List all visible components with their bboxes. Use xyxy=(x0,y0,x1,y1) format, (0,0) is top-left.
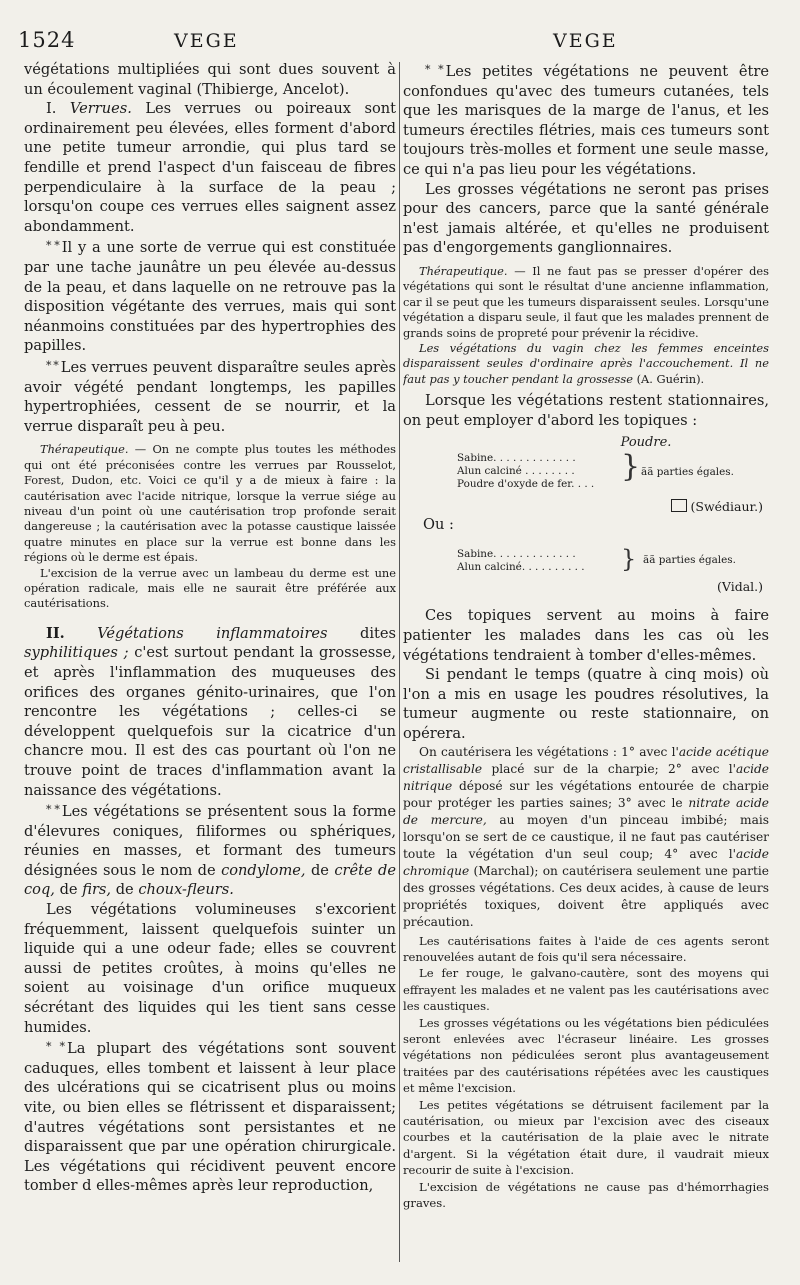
asterism-icon: * * xyxy=(46,358,58,372)
paragraph-poudres: Si pendant le temps (quatre à cinq mois) où l'on a mis en usage les poudres résolutives, la tumeur augmente ou reste stationnaire, on opérera. xyxy=(403,666,769,742)
left-column xyxy=(24,60,396,1196)
paragraph-text: de xyxy=(115,881,134,899)
italic-term: acide nitrique xyxy=(403,761,769,793)
ingredient: Poudre d'oxyde de fer. . . . xyxy=(457,478,595,491)
section-title: Verrues. xyxy=(69,100,132,118)
paragraph-cauteriser xyxy=(403,744,769,931)
paragraph-text: Il y a une sorte de verrue qui est constituée par une tache jaunâtre un peu élevée au-dessus de la peau, et dans laquelle on ne retrouve pas la disposition végétante des verrues, mais qui sont néanmoins constituées par des hypertrophies des papilles. xyxy=(24,239,396,355)
italic-term: firs, xyxy=(82,881,112,899)
paragraph-excision: L'excision de la verrue avec un lambeau du derme est une opération radicale, mais elle ne saurait être préférée aux cautérisations. xyxy=(24,565,396,611)
paragraph-text: au moyen d'un pinceau imbibé; mais lorsqu'on se sert de ce caustique, il ne faut pas cautériser toute la végétation d'un seul coup; 4° avec l' xyxy=(403,812,769,861)
italic-term: syphilitiques ; xyxy=(24,644,129,662)
formula-source xyxy=(403,499,763,513)
paragraph-text: placé sur de la charpie; 2° avec l' xyxy=(491,761,736,776)
square-icon xyxy=(671,499,687,512)
paragraph-petites-vegetations xyxy=(403,60,769,180)
formula-ingredients xyxy=(457,548,617,574)
page-header xyxy=(0,28,800,62)
brace-icon: } xyxy=(621,449,641,485)
asterism-icon: * * xyxy=(46,1040,65,1054)
italic-term: acide chromique xyxy=(403,846,769,878)
ingredient: Sabine. . . . . . . . . . . . . xyxy=(457,452,576,465)
paragraph-ecraseur: Les grosses végétations ou les végétations bien pédiculées seront enlevées avec l'écraseur linéaire. Les grosses végétations non pédiculées seront plus avantageusement traitées par des cautérisations répétées avec les caustiques et même l'excision. xyxy=(403,1015,769,1096)
quantity: ãã parties égales. xyxy=(641,466,734,479)
formula-title: Poudre. xyxy=(620,435,672,451)
paragraph-text: dites xyxy=(360,624,396,642)
paragraph-text: de xyxy=(59,881,78,899)
section-number: I. xyxy=(46,100,57,118)
source-text: (Swédiaur.) xyxy=(690,499,763,515)
paragraph-petites-excision: Les petites végétations se détruisent facilement par la cautérisation, ou mieux par l'excision avec des ciseaux courbes et la cautérisation de la plaie avec le nitrate d'argent. Si la végétation était dure, il vaudrait mieux recourir de suite à l'excision. xyxy=(403,1097,769,1178)
italic-term: acide acétique cristallisable xyxy=(403,744,769,776)
italic-term: crête de coq, xyxy=(24,861,396,899)
section-number: II. xyxy=(46,624,65,642)
paragraph-text: — On ne compte plus toutes les méthodes qui ont été préconisées contre les verrues par Rousselot, Forest, Dudon, etc. Voici ce qu'il y a de mieux à faire : la cautérisation avec l'acide nitrique, lorsque la verrue siége au niveau d'un point où une cautérisation trop profonde serait dangereuse ; la cautérisation avec la potasse caustique laissée quatre minutes en place sur la verrue est bonne dans les régions où le derme est épais. xyxy=(24,442,396,565)
ou-label: Ou : xyxy=(423,516,454,534)
paragraph-continuation: végétations multipliées qui sont dues souvent à un écoulement vaginal (Thibierge, Ancelot). xyxy=(24,61,396,98)
paragraph-femmes-enceintes xyxy=(403,341,769,387)
paragraph-text: Les verrues peuvent disparaître seules après avoir végété pendant longtemps, les papilles hypertrophiées, cessent de se nourrir, et la verrue disparaît peu à peu. xyxy=(24,358,396,435)
formula-poudre xyxy=(403,434,769,542)
brace-icon: } xyxy=(621,545,637,574)
paragraph-vegetations-inflammatoires xyxy=(24,624,396,800)
subsection-title: Thérapeutique. xyxy=(419,263,508,278)
paragraph-text: (Marchal); on cautérisera seulement une partie des grosses végétations. Ces deux acides, à cause de leurs propriétés toxiques, doivent être appliqués avec précaution. xyxy=(403,863,769,929)
formula-ingredients xyxy=(457,452,617,491)
italic-text: Les végétations du vagin chez les femmes enceintes disparaissent seules d'ordinaire après l'accouchement. Il ne faut pas y toucher pendant la grossesse xyxy=(403,340,769,386)
asterism-icon: * * xyxy=(46,803,59,817)
formula-source: (Vidal.) xyxy=(717,579,763,595)
paragraph-therapeutique xyxy=(403,264,769,341)
italic-term: condylome, xyxy=(221,861,306,879)
paragraph-disparaitre xyxy=(24,356,396,436)
quantity: ãã parties égales. xyxy=(643,554,736,567)
paragraph-text: de xyxy=(310,861,329,879)
author-citation: (A. Guérin). xyxy=(636,371,705,386)
subsection-title: Thérapeutique. xyxy=(40,442,129,457)
paragraph-renouvelees: Les cautérisations faites à l'aide de ces agents seront renouvelées autant de fois qu'il sera nécessaire. xyxy=(403,933,769,964)
section-title: Végétations inflammatoires xyxy=(97,624,328,642)
paragraph-tache xyxy=(24,236,396,356)
paragraph-formes xyxy=(24,800,396,900)
asterism-icon: * * xyxy=(425,63,443,76)
paragraph-verrues xyxy=(24,99,396,236)
ingredient: Sabine. . . . . . . . . . . . . xyxy=(457,548,576,561)
ingredient: Alun calciné. . . . . . . . . . xyxy=(457,561,585,574)
column-divider xyxy=(399,62,400,1262)
paragraph-text: c'est surtout pendant la grossesse, et après l'inflammation des muqueuses des orifices des organes génito-urinaires, que l'on rencontre les végétations ; celles-ci se développent quelquefois sur la cicatrice d'un chancre mou. Il est des cas pourtant où l'on ne trouve point de traces d'inflammation avant la naissance des végétations. xyxy=(24,644,396,799)
paragraph-text: déposé sur les végétations entourée de charpie pour protéger les parties saines; 3° avec le xyxy=(403,778,769,810)
paragraph-text: Les végétations se présentent sous la forme d'élevures coniques, filiformes ou sphériques, réunies en masses, et formant des tumeurs désignées sous le nom de xyxy=(24,803,396,879)
paragraph-text: Les petites végétations ne peuvent être confondues qu'avec des tumeurs cutanées, tels que les marisques de la marge de l'anus, et les tumeurs érectiles flétries, mais ces tumeurs sont toujours très-molles et forment une seule masse, ce qui n'a pas lieu pour les végétations. xyxy=(403,63,769,178)
italic-term: choux-fleurs. xyxy=(138,881,234,899)
right-column xyxy=(403,60,769,1211)
paragraph-text: On cautérisera les végétations : 1° avec l' xyxy=(419,744,679,759)
paragraph-grosses-vegetations: Les grosses végétations ne seront pas prises pour des cancers, parce que la santé générale n'est jamais altérée, et qu'elles ne produisent pas d'engorgements ganglionnaires. xyxy=(403,180,769,257)
paragraph-caduques xyxy=(24,1037,396,1196)
paragraph-text: La plupart des végétations sont souvent caduques, elles tombent et laissent à leur place des ulcérations qui se cicatrisent plus ou moins vite, ou bien elles se flétrissent et disparaissent; d'autres végétations sont persistantes et ne disparaissent que par une opération chirurgicale. Les végétations qui récidivent peuvent encore tomber d elles-mêmes après leur reproduction, xyxy=(24,1040,396,1195)
paragraph-text: — Il ne faut pas se presser d'opérer des végétations qui sont le résultat d'une ancienne inflammation, car il se peut que les tumeurs disparaissent seules. Lorsqu'une végétation a disparu seule, il faut que les malades prennent de grands soins de propreté pour prévenir la récidive. xyxy=(403,263,769,340)
paragraph-text: Les verrues ou poireaux sont ordinairement peu élevées, elles forment d'abord une petite tumeur arrondie, qui plus tard se fendille et prend l'aspect d'un faisceau de fibres perpendiculaire à la surface de la peau ; lorsqu'on coupe ces verrues elles saignent assez abondamment. xyxy=(24,100,396,235)
running-head-left: VEGE xyxy=(174,30,239,52)
page-number: 1524 xyxy=(18,28,76,52)
paragraph-fer-rouge: Le fer rouge, le galvano-cautère, sont des moyens qui effrayent les malades et ne valent pas les cautérisations avec les caustiques. xyxy=(403,966,769,1014)
asterism-icon: * * xyxy=(46,239,59,253)
paragraph-volumineuses: Les végétations volumineuses s'excorient fréquemment, laissent quelquefois suinter un liquide qui a une odeur fade; elles se couvrent aussi de petites croûtes, à moins qu'elles ne soient au voisinage d'un orifice muqueux sécrétant des liquides qui les tient sans cesse humides. xyxy=(24,901,396,1036)
paragraph-therapeutique xyxy=(24,442,396,565)
ingredient: Alun calciné . . . . . . . . xyxy=(457,465,575,478)
paragraph-hemorrhagies: L'excision de végétations ne cause pas d'hémorrhagies graves. xyxy=(403,1179,769,1211)
paragraph-patienter: Ces topiques servent au moins à faire patienter les malades dans les cas où les végétations tendraient à tomber d'elles-mêmes. xyxy=(403,607,769,664)
italic-term: nitrate acide de mercure, xyxy=(403,795,769,827)
running-head-right: VEGE xyxy=(553,30,618,52)
formula-second xyxy=(403,545,769,600)
paragraph-topiques: Lorsque les végétations restent stationnaires, on peut employer d'abord les topiques : xyxy=(403,392,769,429)
